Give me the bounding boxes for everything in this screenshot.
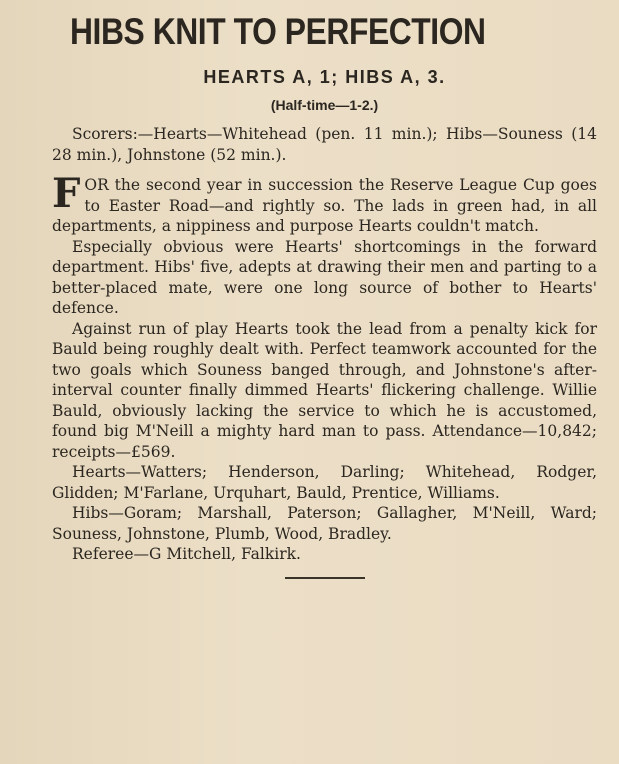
headline-container: [52, 10, 597, 56]
paragraph-2: Especially obvious were Hearts' shortcomings in the forward department. Hibs' five, adepts at drawing their men and parting to a better-placed mate, were one long source of bother to Hearts' defence.: [52, 237, 597, 317]
paragraph-1: [52, 170, 597, 237]
hibs-lineup: Hibs—Goram; Marshall, Paterson; Gallagher, M'Neill, Ward; Souness, Johnstone, Plumb, Wood, Bradley.: [52, 504, 597, 543]
hearts-lineup: Hearts—Watters; Henderson, Darling; Whitehead, Rodger, Glidden; M'Farlane, Urquhart, Bauld, Prentice, Williams.: [52, 463, 597, 502]
referee-line: Referee—G Mitchell, Falkirk.: [72, 545, 301, 563]
score-line: HEARTS A, 1; HIBS A, 3.: [203, 67, 446, 87]
paragraph-3: Against run of play Hearts took the lead from a penalty kick for Bauld being roughly dealt with. Perfect teamwork accounted for the two goals which Souness banged through, and Johnstone's after-interval counter finally dimmed Hearts' flickering challenge. Willie Bauld, obviously lacking the service to which he is accustomed, found big M'Neill a mighty hard man to pass. Attendance—10,842; receipts—£569.: [52, 319, 597, 461]
end-rule: [285, 577, 365, 579]
drop-cap: F: [52, 170, 81, 217]
halftime-score: (Half-time—1-2.): [270, 97, 379, 113]
paragraph-1-text: OR the second year in succession the Reserve League Cup goes to Easter Road—and rightly so. The lads in green had, in all departments, a nippiness and purpose Hearts couldn't match.: [52, 176, 597, 235]
article-body: [52, 124, 597, 565]
headline: HIBS KNIT TO PERFECTION: [70, 11, 486, 52]
scorers-paragraph: Scorers:—Hearts—Whitehead (pen. 11 min.); Hibs—Souness (14 28 min.), Johnstone (52 min.).: [52, 125, 597, 164]
